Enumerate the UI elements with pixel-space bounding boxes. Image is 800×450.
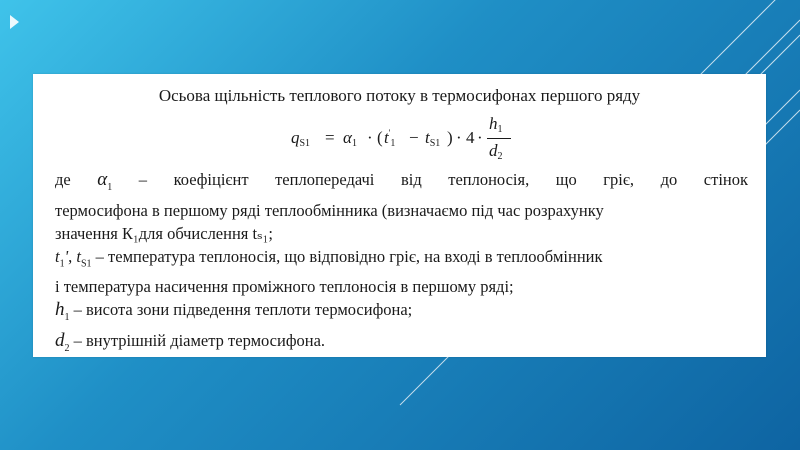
formula-t1: $t'_1$ <box>384 128 396 149</box>
t1-symbol: $t_1'$ <box>55 246 69 270</box>
line-6: $h_1$ – висота зони підведення теплоти термосифона; <box>55 299 413 323</box>
line-7: $d_2$ – внутрішній діаметр термосифона. <box>55 329 326 354</box>
line-1: де $\alpha_1$ – коефіцієнт теплопередачі від теплоносія, що гріє, до стінок <box>55 169 749 193</box>
formula-alpha: $\alpha_1$ <box>343 128 357 149</box>
slide-title: Осьова щільність теплового потоку в термосифонах першого ряду <box>158 86 641 105</box>
formula-paren-open: ( <box>377 128 383 147</box>
alpha-symbol: $\alpha_1$ <box>97 169 113 193</box>
definitions-text <box>55 168 748 360</box>
formula-dot-2: · <box>456 128 462 147</box>
formula-dot-1: · <box>367 128 373 147</box>
formula-four: 4 <box>466 128 475 147</box>
content-panel <box>33 74 766 357</box>
line-5: і температура насичення проміжного теплоносія в першому ряді; <box>55 277 514 297</box>
fraction-bar <box>487 138 511 139</box>
formula-paren-close: ) <box>447 128 453 147</box>
formula-dot-3: · <box>477 128 483 147</box>
formula-denominator: $d_2$ <box>489 141 503 162</box>
formula-minus: − <box>409 128 419 147</box>
line-4: $t_1'$, $t_{S1}$ – температура теплоносія, що відповідно гріє, на вході в теплообмінник <box>55 246 603 270</box>
line-3: значення К₁для обчислення tₛ₁; <box>55 223 273 243</box>
h1-symbol: $h_1$ <box>55 299 70 323</box>
d2-symbol: $d_2$ <box>55 329 70 354</box>
formula-equals: = <box>325 128 335 147</box>
line-2: термосифона в першому ряді теплообмінника (визначаємо під час розрахунку <box>55 200 604 220</box>
formula-ts1: $t_{S1}$ <box>425 128 441 149</box>
formula-numerator: $h_1$ <box>489 114 503 135</box>
formula-lhs: $q_{S1}$ <box>291 128 311 149</box>
ts1-symbol: $t_{S1}$ <box>76 246 92 270</box>
